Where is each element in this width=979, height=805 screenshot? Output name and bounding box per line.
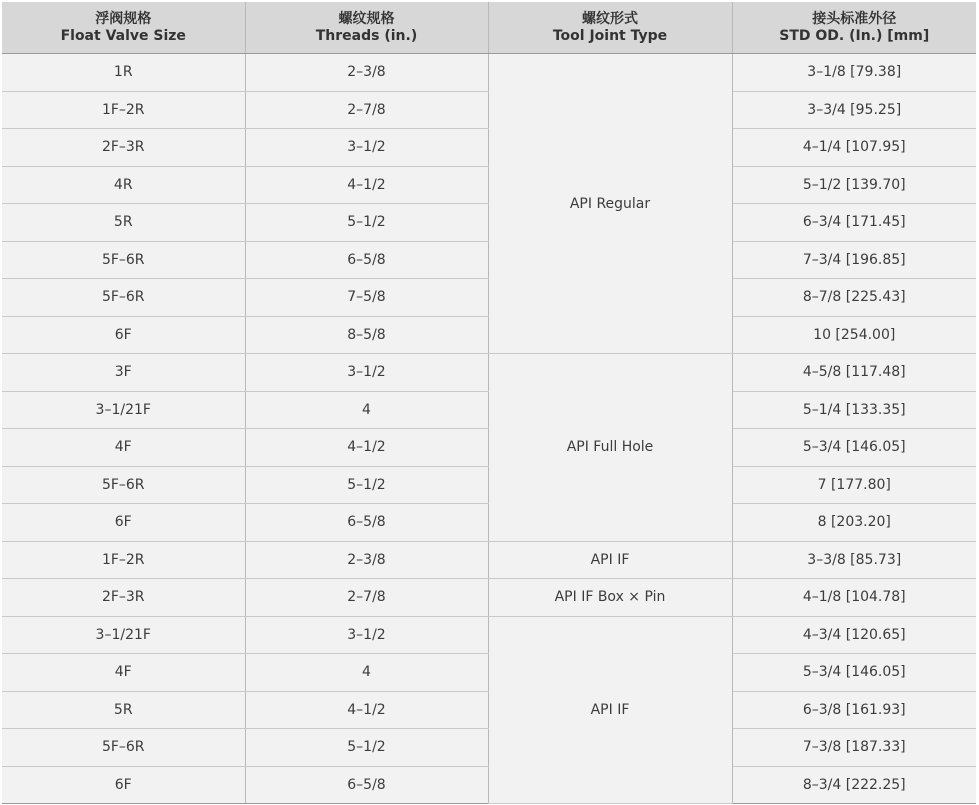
cell-float-valve-size: 5R — [2, 204, 245, 242]
cell-float-valve-size: 3F — [2, 354, 245, 392]
cell-threads: 4–1/2 — [245, 166, 488, 204]
cell-threads: 5–1/2 — [245, 466, 488, 504]
header-std-od — [732, 2, 976, 54]
header-tool-joint-type — [488, 2, 732, 54]
cell-std-od: 3–3/4 [95.25] — [732, 91, 976, 129]
cell-std-od: 7–3/4 [196.85] — [732, 241, 976, 279]
cell-float-valve-size: 5F–6R — [2, 279, 245, 317]
cell-threads: 6–5/8 — [245, 766, 488, 804]
cell-std-od: 7 [177.80] — [732, 466, 976, 504]
cell-std-od: 5–3/4 [146.05] — [732, 654, 976, 692]
header-label-zh: 螺纹形式 — [582, 10, 638, 27]
cell-std-od: 8–3/4 [222.25] — [732, 766, 976, 804]
cell-tool-joint-type: API Full Hole — [488, 354, 732, 542]
float-valve-spec-table — [2, 2, 976, 804]
header-label-zh: 螺纹规格 — [338, 10, 395, 27]
cell-threads: 3–1/2 — [245, 616, 488, 654]
table-row — [2, 579, 976, 617]
cell-std-od: 8–7/8 [225.43] — [732, 279, 976, 317]
cell-threads: 4 — [245, 391, 488, 429]
cell-float-valve-size: 5F–6R — [2, 241, 245, 279]
cell-std-od: 4–5/8 [117.48] — [732, 354, 976, 392]
cell-std-od: 5–1/2 [139.70] — [732, 166, 976, 204]
cell-threads: 4–1/2 — [245, 691, 488, 729]
cell-std-od: 5–3/4 [146.05] — [732, 429, 976, 467]
cell-std-od: 10 [254.00] — [732, 316, 976, 354]
cell-threads: 5–1/2 — [245, 204, 488, 242]
cell-threads: 8–5/8 — [245, 316, 488, 354]
cell-float-valve-size: 4R — [2, 166, 245, 204]
cell-threads: 7–5/8 — [245, 279, 488, 317]
header-label-zh: 浮阀规格 — [95, 10, 152, 27]
cell-tool-joint-type: API IF — [488, 616, 732, 804]
cell-float-valve-size: 6F — [2, 504, 245, 542]
cell-threads: 4–1/2 — [245, 429, 488, 467]
cell-threads: 4 — [245, 654, 488, 692]
cell-float-valve-size: 1F–2R — [2, 541, 245, 579]
cell-float-valve-size: 2F–3R — [2, 579, 245, 617]
cell-float-valve-size: 1F–2R — [2, 91, 245, 129]
cell-float-valve-size: 3–1/21F — [2, 616, 245, 654]
header-label-en: STD OD. (In.) [mm] — [779, 27, 930, 44]
header-row — [2, 2, 976, 54]
cell-tool-joint-type: API Regular — [488, 54, 732, 354]
cell-float-valve-size: 2F–3R — [2, 129, 245, 167]
cell-float-valve-size: 5F–6R — [2, 466, 245, 504]
table-row — [2, 54, 976, 92]
cell-threads: 6–5/8 — [245, 504, 488, 542]
cell-float-valve-size: 3–1/21F — [2, 391, 245, 429]
cell-threads: 6–5/8 — [245, 241, 488, 279]
cell-float-valve-size: 6F — [2, 316, 245, 354]
header-label-en: Threads (in.) — [315, 27, 418, 44]
table-row — [2, 616, 976, 654]
table-row — [2, 541, 976, 579]
cell-threads: 3–1/2 — [245, 354, 488, 392]
header-label-zh: 接头标准外径 — [812, 10, 897, 27]
header-label-en: Tool Joint Type — [552, 27, 668, 44]
cell-threads: 2–7/8 — [245, 579, 488, 617]
header-float-valve-size — [2, 2, 245, 54]
cell-threads: 2–7/8 — [245, 91, 488, 129]
cell-tool-joint-type: API IF Box × Pin — [488, 579, 732, 617]
cell-std-od: 6–3/8 [161.93] — [732, 691, 976, 729]
table-header — [2, 2, 976, 54]
cell-float-valve-size: 5F–6R — [2, 729, 245, 767]
cell-threads: 2–3/8 — [245, 541, 488, 579]
cell-threads: 2–3/8 — [245, 54, 488, 92]
cell-std-od: 8 [203.20] — [732, 504, 976, 542]
cell-float-valve-size: 4F — [2, 654, 245, 692]
cell-std-od: 5–1/4 [133.35] — [732, 391, 976, 429]
cell-float-valve-size: 6F — [2, 766, 245, 804]
cell-std-od: 4–1/4 [107.95] — [732, 129, 976, 167]
cell-float-valve-size: 5R — [2, 691, 245, 729]
header-threads — [245, 2, 488, 54]
cell-std-od: 4–3/4 [120.65] — [732, 616, 976, 654]
table-row — [2, 354, 976, 392]
cell-std-od: 7–3/8 [187.33] — [732, 729, 976, 767]
cell-std-od: 4–1/8 [104.78] — [732, 579, 976, 617]
header-label-en: Float Valve Size — [60, 27, 186, 44]
cell-float-valve-size: 1R — [2, 54, 245, 92]
cell-std-od: 3–3/8 [85.73] — [732, 541, 976, 579]
cell-tool-joint-type: API IF — [488, 541, 732, 579]
cell-float-valve-size: 4F — [2, 429, 245, 467]
table-body — [2, 54, 976, 804]
cell-std-od: 3–1/8 [79.38] — [732, 54, 976, 92]
cell-std-od: 6–3/4 [171.45] — [732, 204, 976, 242]
cell-threads: 3–1/2 — [245, 129, 488, 167]
cell-threads: 5–1/2 — [245, 729, 488, 767]
